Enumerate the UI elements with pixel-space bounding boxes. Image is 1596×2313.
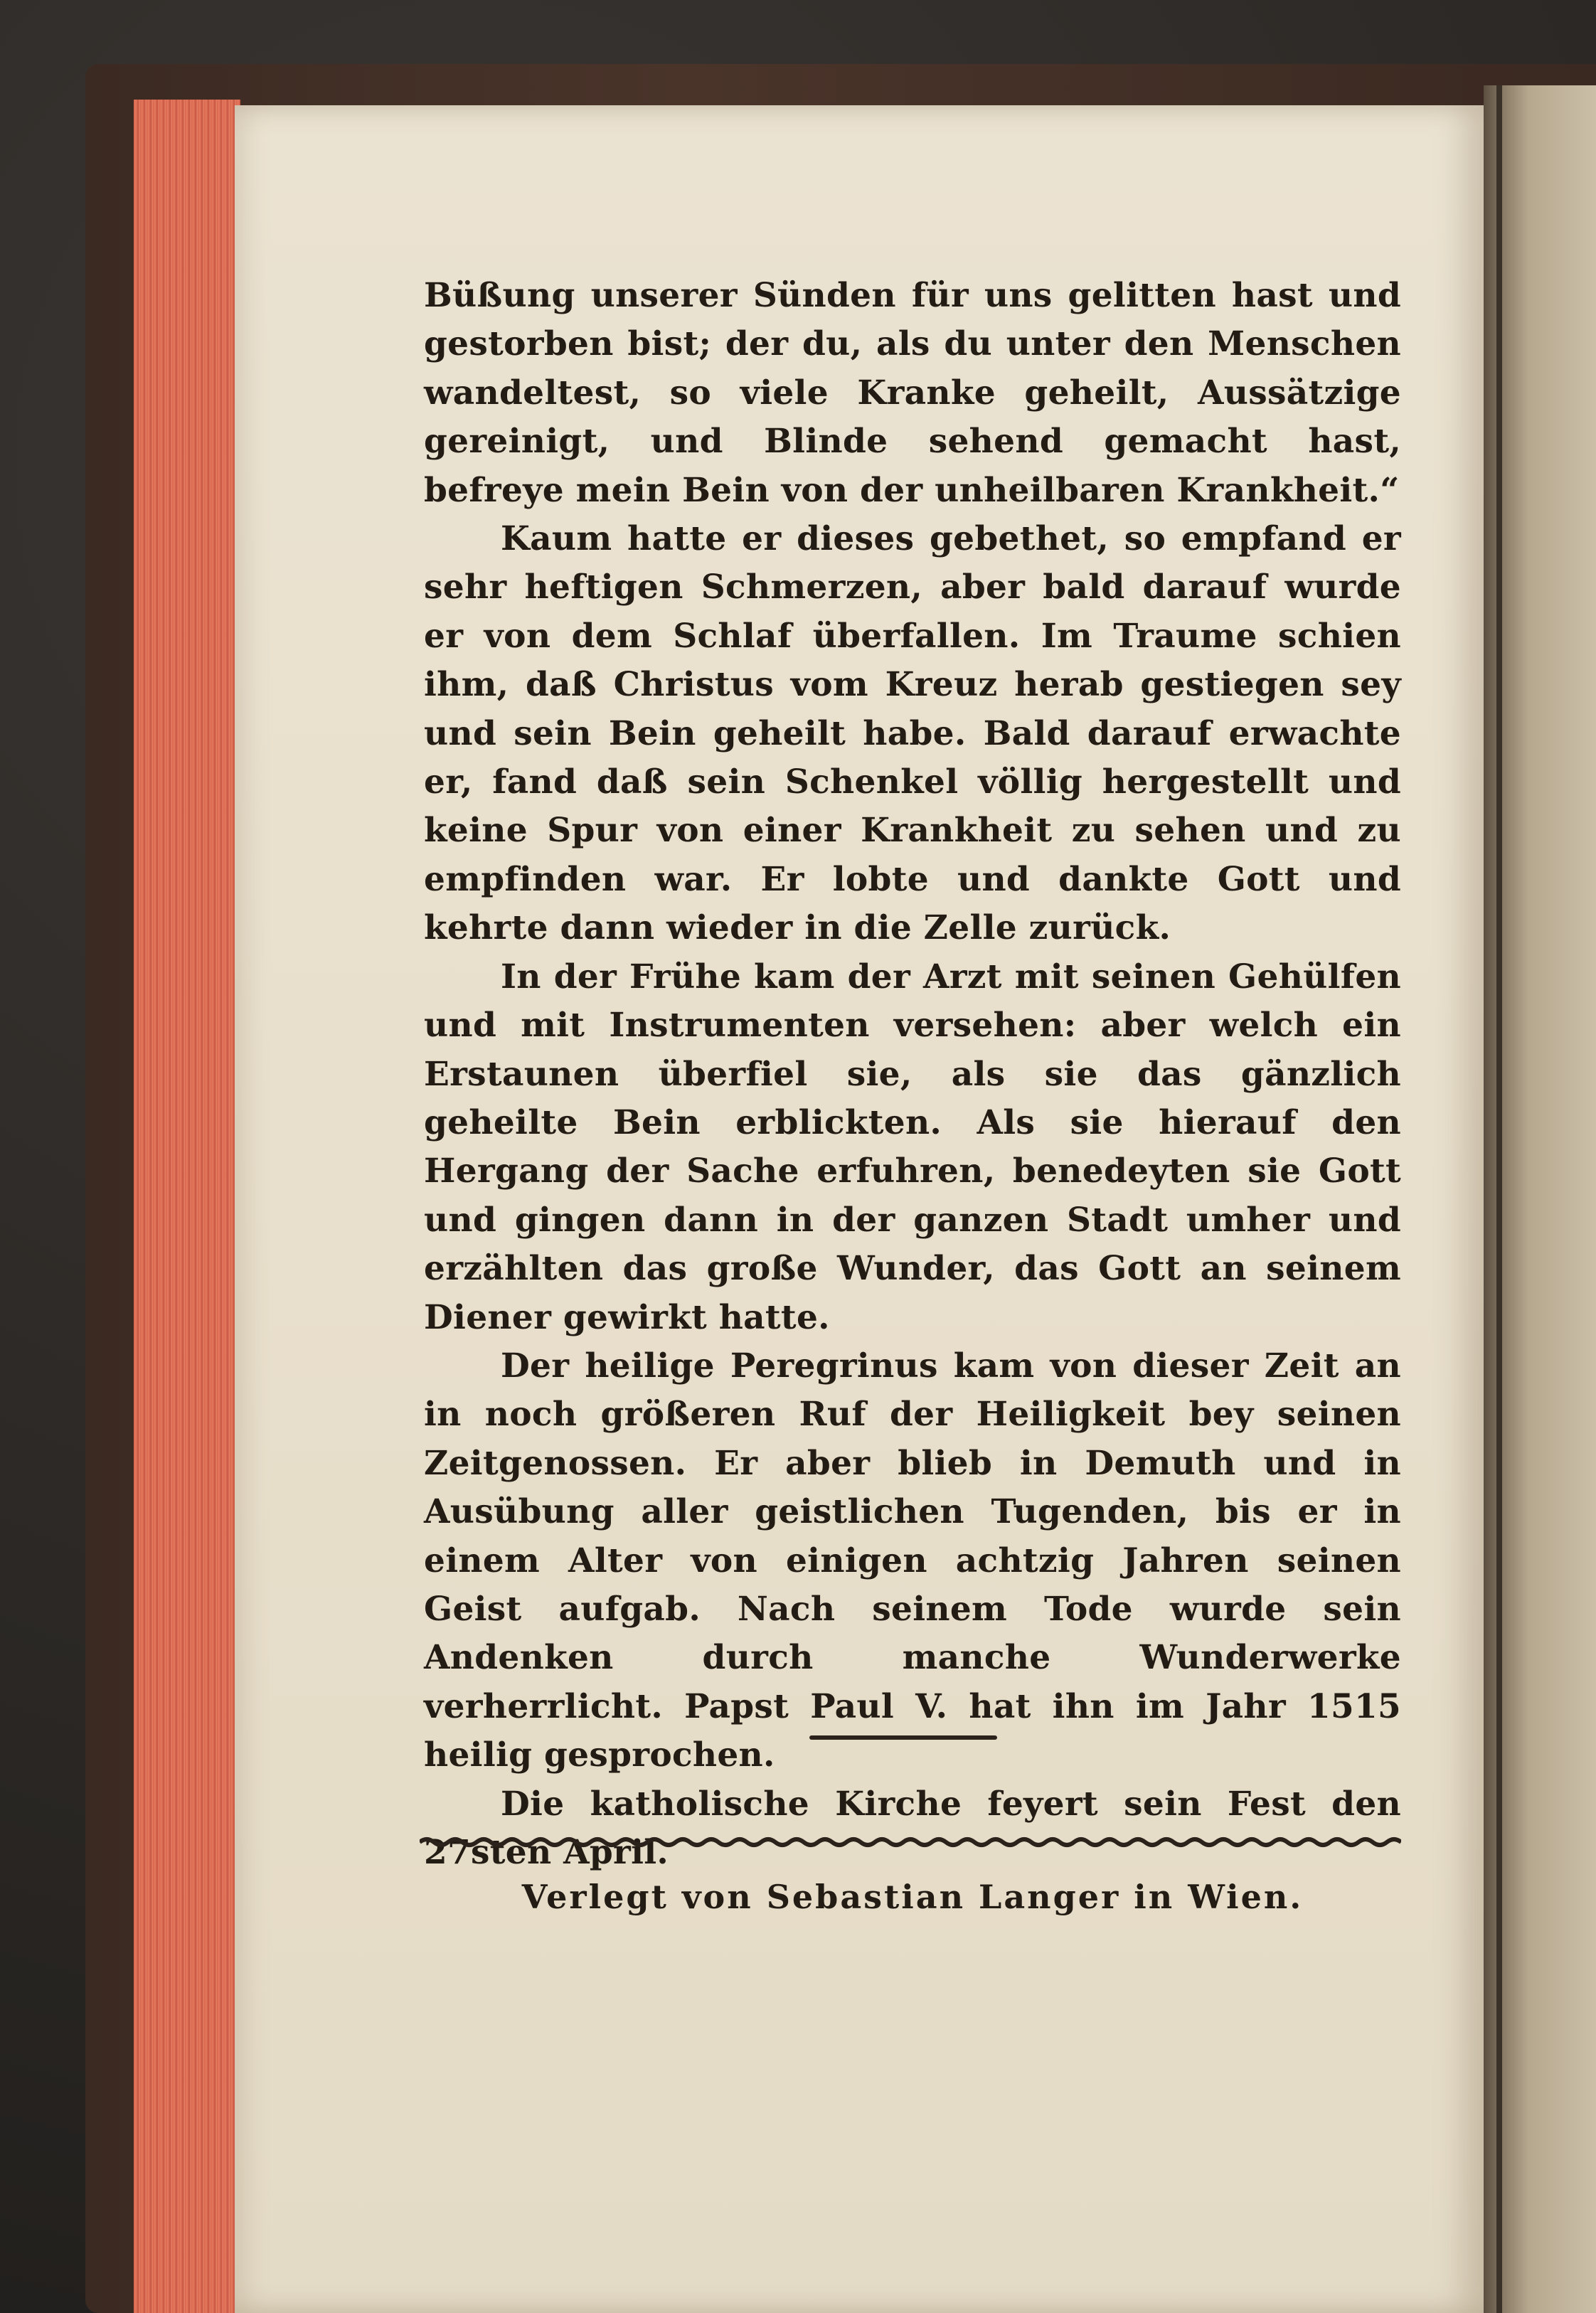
- paragraph-4: Der heilige Peregrinus kam von dieser Zeit an in noch größeren Ruf der Heiligkeit bey seinen Zeitgenossen. Er aber blieb in Demuth und in Ausübung aller geistlichen Tugenden, bis er in einem Alter von einigen achtzig Jahren seinen Geist aufgab. Nach seinem Tode wurde sein Andenken durch manche Wunderwerke verherrlicht. Papst Paul V. hat ihn im Jahr 1515 heilig gesprochen.: [424, 1346, 1401, 1775]
- paragraph-1: Büßung unserer Sünden für uns gelitten hast und gestorben bist; der du, als du unter den Menschen wandeltest, so viele Kranke geheilt, Aussätzige gereinigt, und Blinde sehend gemacht hast, befreye mein Bein von der unheilbaren Krankheit.“: [424, 276, 1401, 510]
- paragraph-3: In der Frühe kam der Arzt mit seinen Gehülfen und mit Instrumenten versehen: aber welch ein Erstaunen überfiel sie, als sie das gänzlich geheilte Bein erblickten. Als sie hierauf den Hergang der Sache erfuhren, benedeyten sie Gott und gingen dann in der ganzen Stadt umher und erzählten das große Wunder, das Gott an seinem Diener gewirkt hatte.: [424, 957, 1401, 1337]
- body-text: [424, 272, 1401, 1877]
- publisher-imprint: Verlegt von Sebastian Langer in Wien.: [521, 1878, 1304, 1916]
- book-gutter: [1496, 85, 1502, 2313]
- paragraph-2: Kaum hatte er dieses gebethet, so empfand er sehr heftigen Schmerzen, aber bald darauf wurde er von dem Schlaf überfallen. Im Traume schien ihm, daß Christus vom Kreuz herab gestiegen sey und sein Bein geheilt habe. Bald darauf erwachte er, fand daß sein Schenkel völlig hergestellt und keine Spur von einer Krankheit zu sehen und zu empfinden war. Er lobte und dankte Gott und kehrte dann wieder in die Zelle zurück.: [424, 519, 1401, 948]
- red-page-edges: [134, 100, 240, 2313]
- paragraph-5: Die katholische Kirche feyert sein Fest den 27sten April.: [424, 1784, 1401, 1872]
- end-rule: [809, 1735, 997, 1740]
- decorative-border-rule: [420, 1835, 1401, 1849]
